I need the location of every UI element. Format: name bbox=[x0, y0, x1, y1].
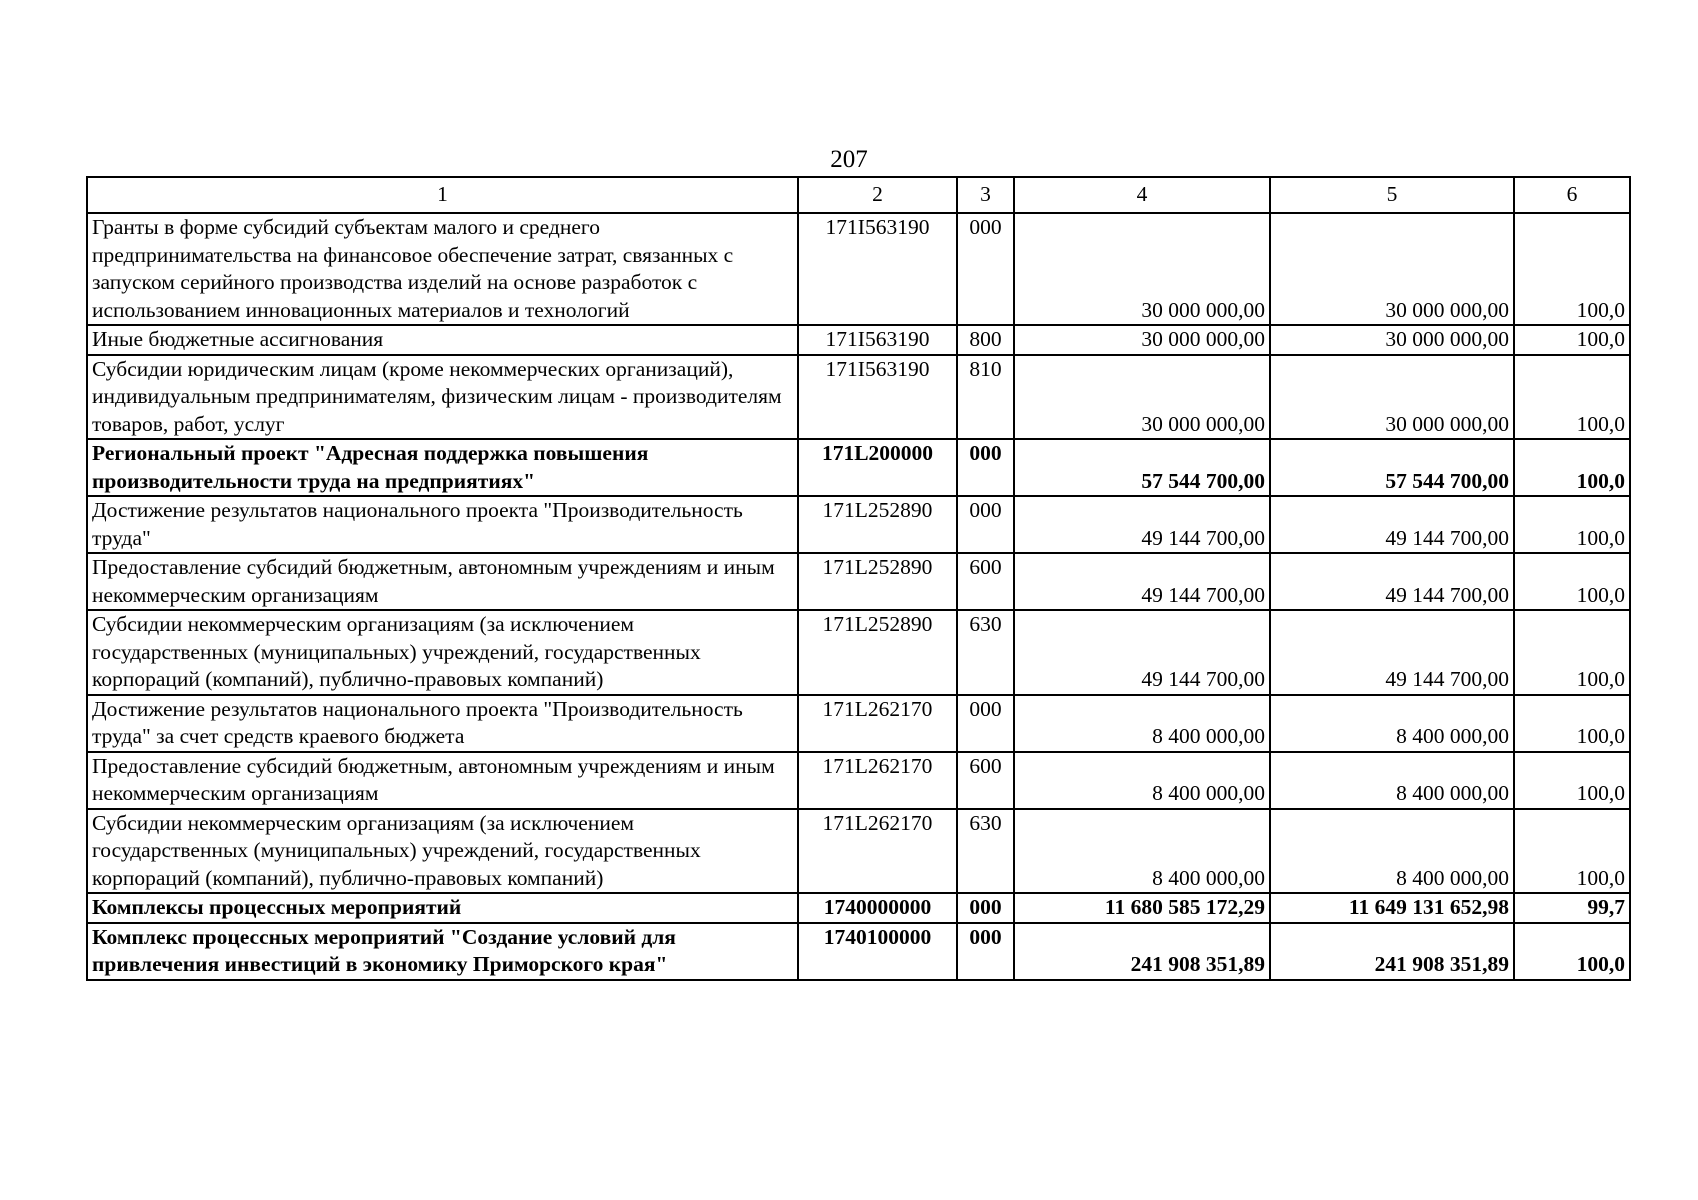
row-fact-amount-cell: 8 400 000,00 bbox=[1270, 695, 1514, 752]
row-plan-amount-cell: 30 000 000,00 bbox=[1014, 355, 1270, 440]
column-header-6: 6 bbox=[1514, 177, 1630, 213]
row-percent-cell: 100,0 bbox=[1514, 695, 1630, 752]
row-fact-amount-cell: 30 000 000,00 bbox=[1270, 325, 1514, 355]
table-row bbox=[87, 355, 1630, 440]
row-fact-amount-cell: 30 000 000,00 bbox=[1270, 355, 1514, 440]
row-type-cell: 000 bbox=[957, 439, 1014, 496]
column-header-3: 3 bbox=[957, 177, 1014, 213]
row-fact-amount-cell: 57 544 700,00 bbox=[1270, 439, 1514, 496]
row-percent-cell: 100,0 bbox=[1514, 496, 1630, 553]
row-name-cell: Достижение результатов национального проекта "Производительность труда" за счет средств краевого бюджета bbox=[87, 695, 798, 752]
row-percent-cell: 100,0 bbox=[1514, 553, 1630, 610]
column-header-1: 1 bbox=[87, 177, 798, 213]
row-type-cell: 000 bbox=[957, 893, 1014, 923]
row-code-cell: 1740000000 bbox=[798, 893, 957, 923]
row-code-cell: 171I563190 bbox=[798, 355, 957, 440]
row-code-cell: 171L262170 bbox=[798, 752, 957, 809]
row-plan-amount-cell: 49 144 700,00 bbox=[1014, 496, 1270, 553]
table-row bbox=[87, 695, 1630, 752]
row-name-cell: Региональный проект "Адресная поддержка повышения производительности труда на предприятиях" bbox=[87, 439, 798, 496]
row-percent-cell: 100,0 bbox=[1514, 213, 1630, 325]
table-row bbox=[87, 553, 1630, 610]
row-plan-amount-cell: 49 144 700,00 bbox=[1014, 553, 1270, 610]
row-type-cell: 000 bbox=[957, 695, 1014, 752]
row-name-cell: Гранты в форме субсидий субъектам малого и среднего предпринимательства на финансовое обеспечение затрат, связанных с запуском серийного производства изделий на основе разработок с использованием инновационных материалов и технологий bbox=[87, 213, 798, 325]
row-plan-amount-cell: 49 144 700,00 bbox=[1014, 610, 1270, 695]
row-name-cell: Субсидии некоммерческим организациям (за исключением государственных (муниципальных) учреждений, государственных корпораций (компаний), публично-правовых компаний) bbox=[87, 809, 798, 894]
column-header-2: 2 bbox=[798, 177, 957, 213]
row-code-cell: 1740100000 bbox=[798, 923, 957, 980]
row-percent-cell: 100,0 bbox=[1514, 325, 1630, 355]
row-percent-cell: 100,0 bbox=[1514, 355, 1630, 440]
budget-table bbox=[86, 176, 1631, 981]
row-name-cell: Предоставление субсидий бюджетным, автономным учреждениям и иным некоммерческим организациям bbox=[87, 752, 798, 809]
table-row bbox=[87, 809, 1630, 894]
row-percent-cell: 100,0 bbox=[1514, 809, 1630, 894]
table-row bbox=[87, 439, 1630, 496]
row-plan-amount-cell: 8 400 000,00 bbox=[1014, 809, 1270, 894]
row-fact-amount-cell: 241 908 351,89 bbox=[1270, 923, 1514, 980]
column-header-5: 5 bbox=[1270, 177, 1514, 213]
row-code-cell: 171L262170 bbox=[798, 695, 957, 752]
row-plan-amount-cell: 8 400 000,00 bbox=[1014, 752, 1270, 809]
page-number: 207 bbox=[830, 146, 868, 173]
row-name-cell: Субсидии некоммерческим организациям (за исключением государственных (муниципальных) учреждений, государственных корпораций (компаний), публично-правовых компаний) bbox=[87, 610, 798, 695]
row-percent-cell: 100,0 bbox=[1514, 923, 1630, 980]
row-name-cell: Предоставление субсидий бюджетным, автономным учреждениям и иным некоммерческим организациям bbox=[87, 553, 798, 610]
row-code-cell: 171L252890 bbox=[798, 553, 957, 610]
row-fact-amount-cell: 8 400 000,00 bbox=[1270, 752, 1514, 809]
row-type-cell: 810 bbox=[957, 355, 1014, 440]
row-code-cell: 171I563190 bbox=[798, 213, 957, 325]
row-name-cell: Комплекс процессных мероприятий "Создание условий для привлечения инвестиций в экономику Приморского края" bbox=[87, 923, 798, 980]
row-type-cell: 000 bbox=[957, 213, 1014, 325]
header-row bbox=[87, 177, 1630, 213]
table-row bbox=[87, 213, 1630, 325]
row-code-cell: 171L252890 bbox=[798, 610, 957, 695]
row-code-cell: 171L262170 bbox=[798, 809, 957, 894]
row-fact-amount-cell: 11 649 131 652,98 bbox=[1270, 893, 1514, 923]
row-type-cell: 600 bbox=[957, 553, 1014, 610]
row-code-cell: 171L200000 bbox=[798, 439, 957, 496]
table-row bbox=[87, 610, 1630, 695]
row-name-cell: Достижение результатов национального проекта "Производительность труда" bbox=[87, 496, 798, 553]
table-body bbox=[87, 213, 1630, 980]
table-row bbox=[87, 325, 1630, 355]
column-header-4: 4 bbox=[1014, 177, 1270, 213]
row-plan-amount-cell: 8 400 000,00 bbox=[1014, 695, 1270, 752]
row-fact-amount-cell: 49 144 700,00 bbox=[1270, 496, 1514, 553]
table-row bbox=[87, 496, 1630, 553]
table-row bbox=[87, 752, 1630, 809]
row-plan-amount-cell: 241 908 351,89 bbox=[1014, 923, 1270, 980]
row-code-cell: 171L252890 bbox=[798, 496, 957, 553]
table-row bbox=[87, 923, 1630, 980]
row-plan-amount-cell: 11 680 585 172,29 bbox=[1014, 893, 1270, 923]
row-type-cell: 800 bbox=[957, 325, 1014, 355]
row-type-cell: 600 bbox=[957, 752, 1014, 809]
row-fact-amount-cell: 30 000 000,00 bbox=[1270, 213, 1514, 325]
row-percent-cell: 99,7 bbox=[1514, 893, 1630, 923]
row-fact-amount-cell: 49 144 700,00 bbox=[1270, 610, 1514, 695]
row-percent-cell: 100,0 bbox=[1514, 752, 1630, 809]
row-plan-amount-cell: 57 544 700,00 bbox=[1014, 439, 1270, 496]
table-row bbox=[87, 893, 1630, 923]
row-percent-cell: 100,0 bbox=[1514, 610, 1630, 695]
row-type-cell: 630 bbox=[957, 809, 1014, 894]
row-type-cell: 000 bbox=[957, 923, 1014, 980]
row-name-cell: Субсидии юридическим лицам (кроме некоммерческих организаций), индивидуальным предпринимателям, физическим лицам - производителям товаров, работ, услуг bbox=[87, 355, 798, 440]
row-code-cell: 171I563190 bbox=[798, 325, 957, 355]
row-fact-amount-cell: 8 400 000,00 bbox=[1270, 809, 1514, 894]
row-name-cell: Комплексы процессных мероприятий bbox=[87, 893, 798, 923]
row-percent-cell: 100,0 bbox=[1514, 439, 1630, 496]
row-plan-amount-cell: 30 000 000,00 bbox=[1014, 213, 1270, 325]
row-type-cell: 000 bbox=[957, 496, 1014, 553]
row-type-cell: 630 bbox=[957, 610, 1014, 695]
row-fact-amount-cell: 49 144 700,00 bbox=[1270, 553, 1514, 610]
row-name-cell: Иные бюджетные ассигнования bbox=[87, 325, 798, 355]
row-plan-amount-cell: 30 000 000,00 bbox=[1014, 325, 1270, 355]
